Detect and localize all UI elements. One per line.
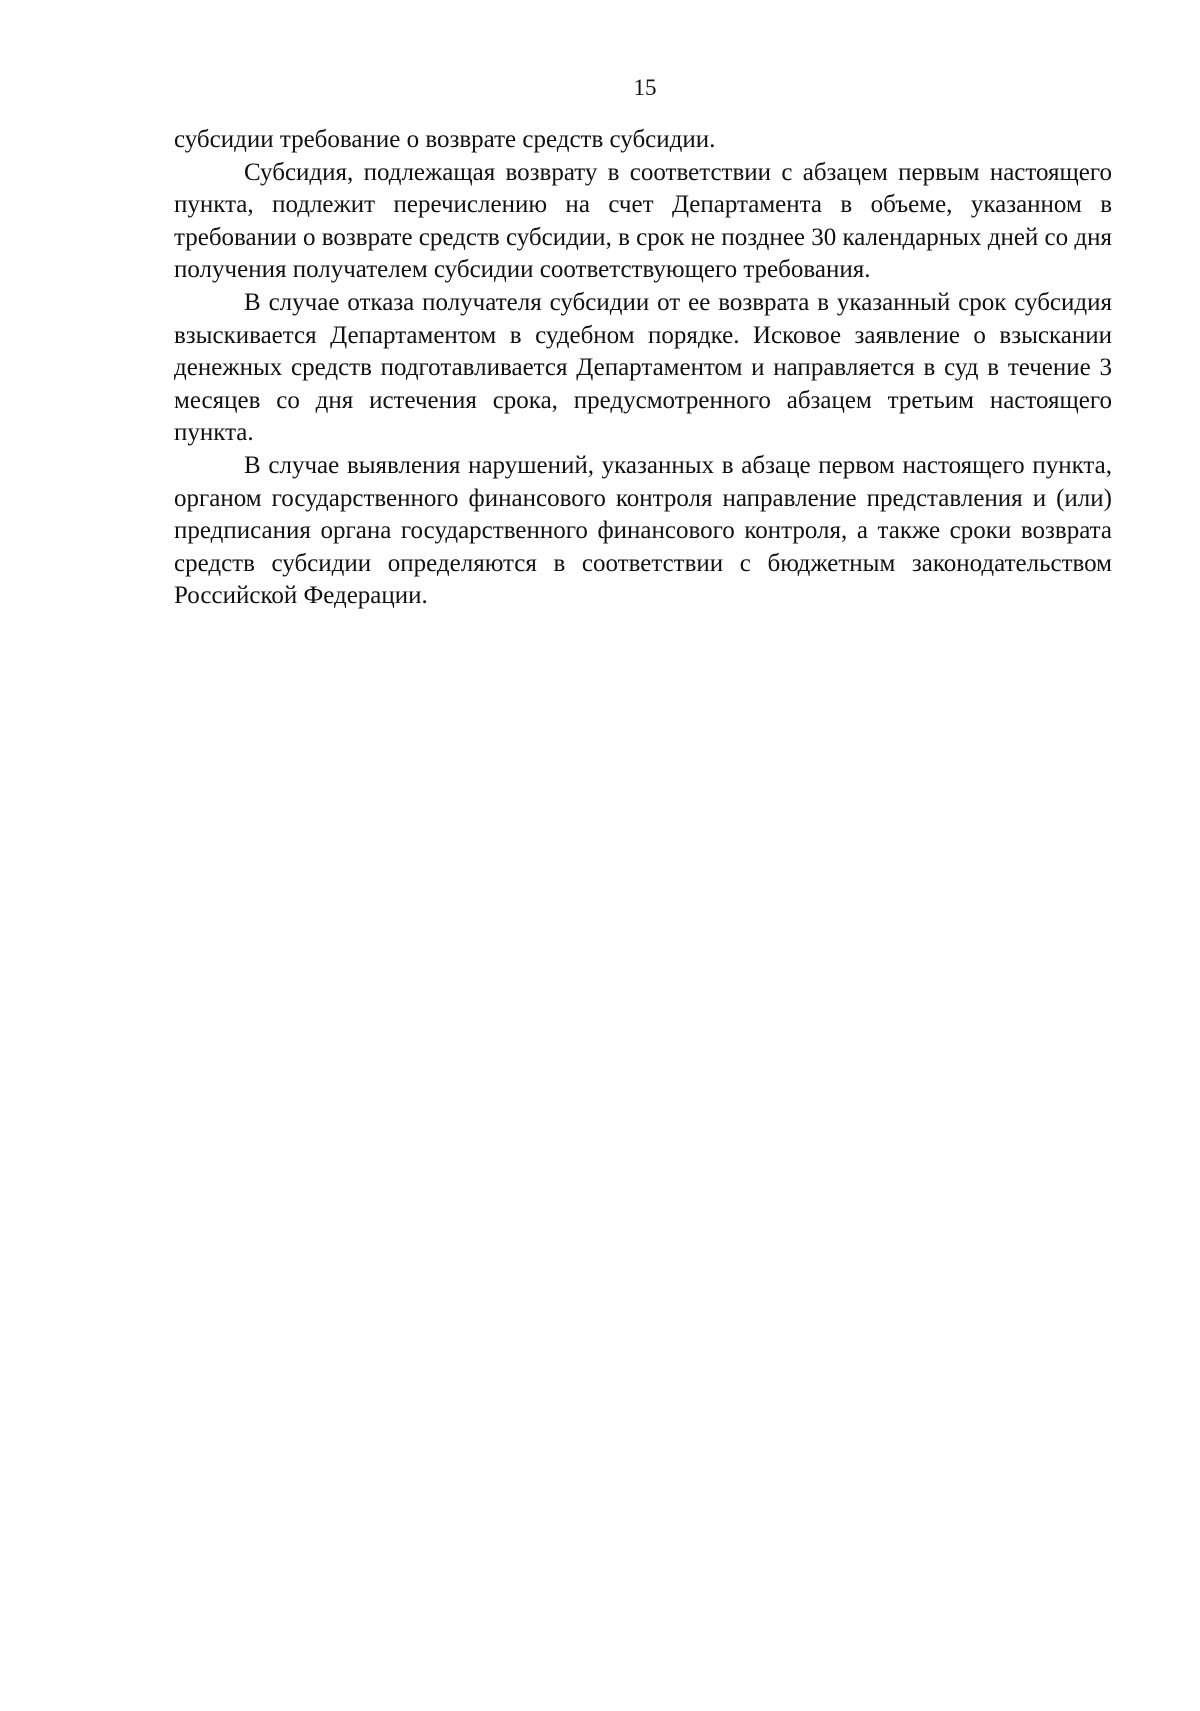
paragraph-subsidy-return: Субсидия, подлежащая возврату в соответствии с абзацем первым настоящего пункта, подлежит перечислению на счет Департамента в объеме, указанном в требовании о возврате средств субсидии, в срок не позднее 30 календарных дней со дня получения получателем субсидии соответствующего требования. [174, 158, 1112, 284]
page-number: 15 [633, 75, 657, 100]
paragraph-financial-control: В случае выявления нарушений, указанных в абзаце первом настоящего пункта, органом государственного финансового контроля направление представления и (или) предписания органа государственного финансового контроля, а также сроки возврата средств субсидии определяются в соответствии с бюджетным законодательством Российской Федерации. [174, 451, 1112, 610]
document-body [174, 124, 1112, 613]
paragraph-refusal-court: В случае отказа получателя субсидии от ее возврата в указанный срок субсидия взыскивается Департаментом в судебном порядке. Исковое заявление о взыскании денежных средств подготавливается Департаментом и направляется в суд в течение 3 месяцев со дня истечения срока, предусмотренного абзацем третьим настоящего пункта. [174, 288, 1112, 447]
paragraph-continuation: субсидии требование о возврате средств субсидии. [174, 126, 716, 153]
